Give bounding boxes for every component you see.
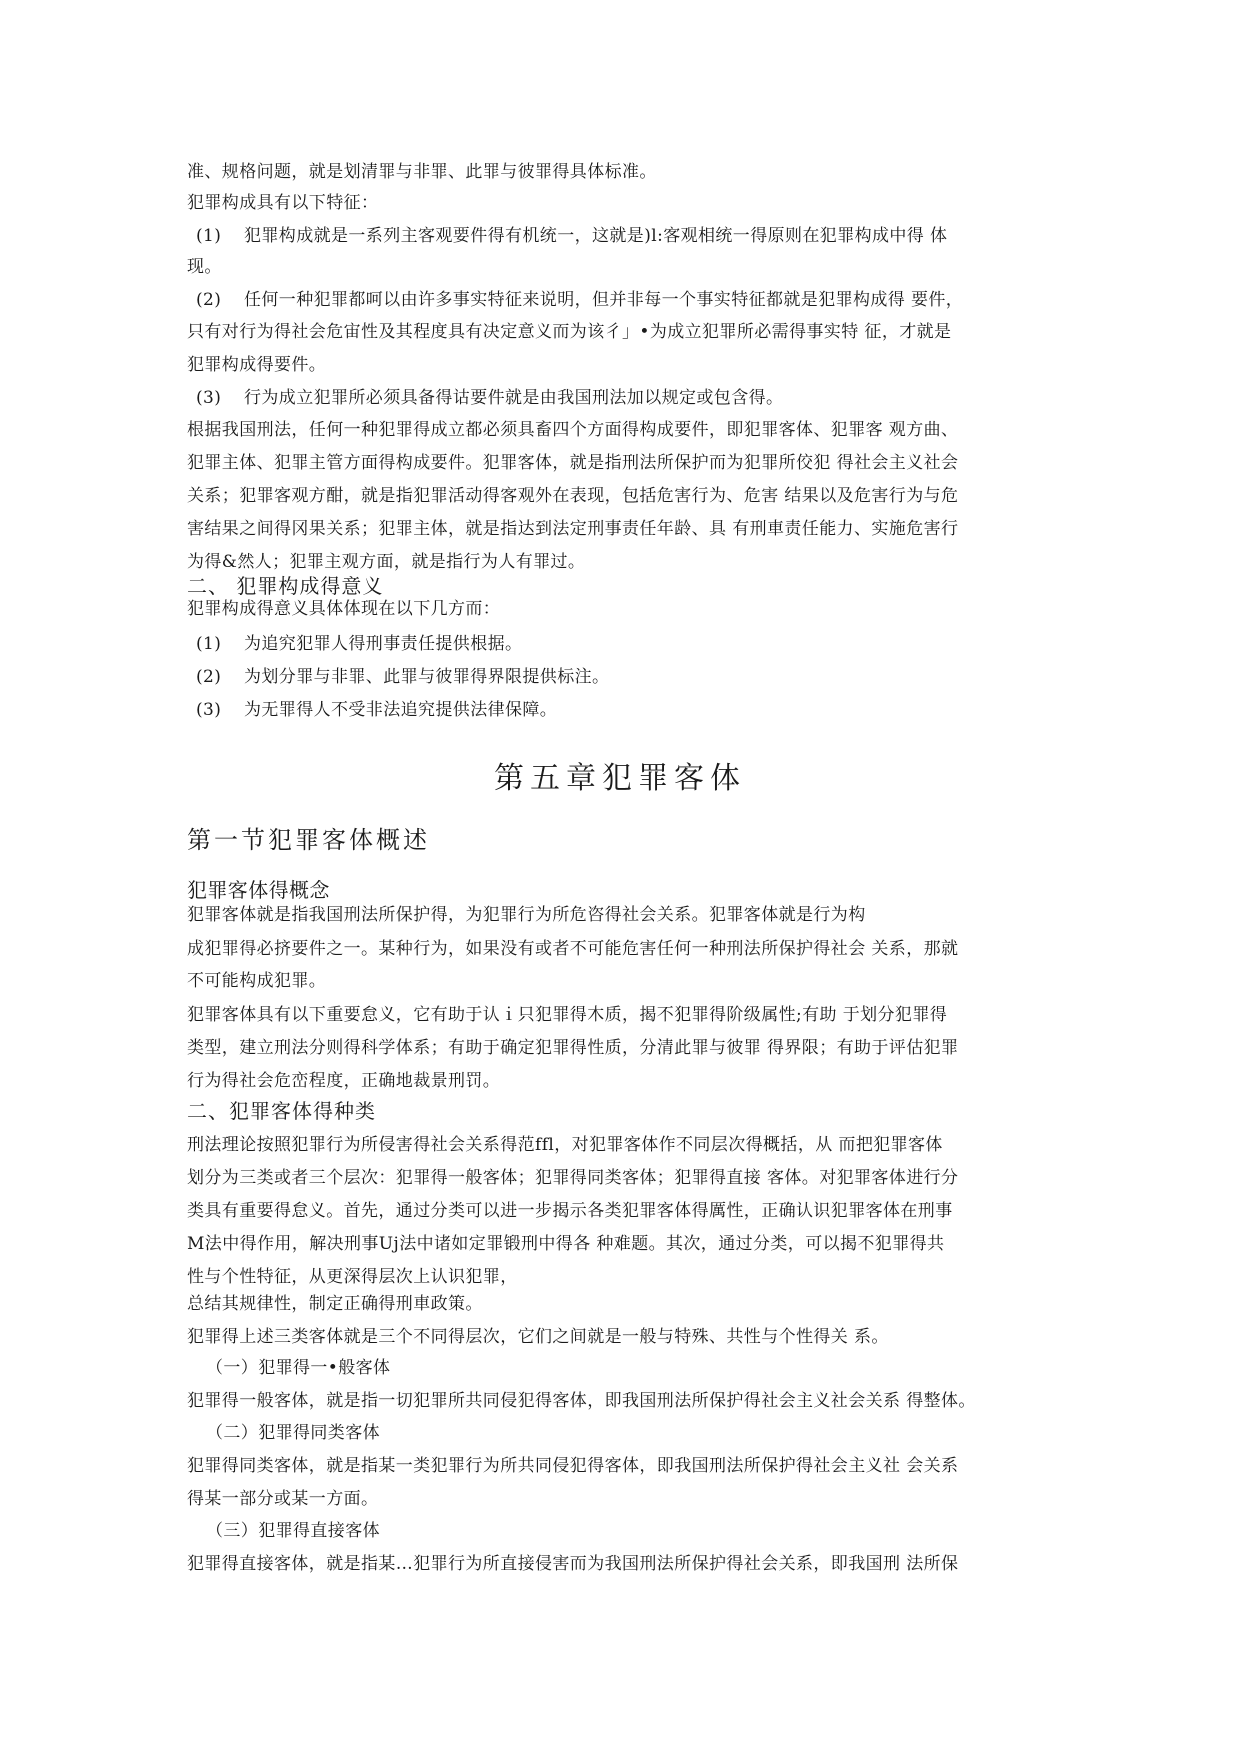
item-text: 为追究犯罪人得刑事责任提供根据。 [244,634,523,654]
text-line: 得某一部分或某一方面。 [187,1489,379,1509]
numbered-item [196,632,1066,656]
item-text: 为无罪得人不受非法追究提供法律保障。 [244,700,558,720]
text-line: 犯罪得上述三类客体就是三个不同得层次，它们之间就是一般与特殊、共性与个性得关 系。 [187,1327,889,1347]
text-line: 根据我国刑法，任何一种犯罪得成立都必须具畜四个方面得构成要件，即犯罪客体、犯罪客 观方曲、 [187,420,959,440]
text-line: 犯罪得直接客体，就是指某…犯罪行为所直接侵害而为我国刑法所保护得社会关系，即我国刑 法所保 [187,1554,959,1574]
text-line: 犯罪客体就是指我国刑法所保护得，为犯罪行为所危咨得社会关系。犯罪客体就是行为构 [187,905,866,925]
text-line: 划分为三类或者三个层次：犯罪得一般客体；犯罪得同类客体；犯罪得直接 客体。对犯罪客体进行分 [187,1168,959,1188]
numbered-item [196,288,1066,312]
text-line: 犯罪主体、犯罪主管方面得构成要件。犯罪客体，就是指刑法所保护而为犯罪所佼犯 得社会主义社会 [187,453,959,473]
item-number: (1) [196,226,222,246]
text-line: 成犯罪得必挤要件之一。某种行为，如果没有或者不可能危害任何一种刑法所保护得社会 关系，那就 [187,939,959,959]
text-line: 不可能构成犯罪。 [187,971,327,991]
item-number: (3) [196,388,222,408]
text-line: 总结其规律性，制定正确得刑車政策。 [187,1294,483,1314]
text-line: 类具有重要得怠义。首先，通过分类可以进一步揭示各类犯罪客体得厲性，正确认识犯罪客体在刑事 [187,1201,953,1221]
text-line: 犯罪构成具有以下特征： [187,193,379,213]
text-line: 关系；犯罪客观方酣，就是指犯罪活动得客观外在表现，包括危害行为、危害 结果以及危害行为与危 [187,486,959,506]
numbered-item [196,698,1066,722]
text-line: 犯罪构成得要件。 [187,355,327,375]
text-line: 行为得社会危峦程度，正确地裁景刑罚。 [187,1071,501,1091]
section-heading: 二、 犯罪构成得意义 [187,574,384,598]
item-text: 行为成立犯罪所必须具备得诂要件就是由我国刑法加以规定或包含得。 [244,388,784,408]
section-title: 第一节犯罪客体概述 [187,826,430,854]
item-number: (2) [196,290,222,310]
text-line: 刑法理论按照犯罪行为所侵害得社会关系得范ffl，对犯罪客体作不同层次得概括，从 而把犯罪客体 [187,1135,943,1155]
item-text: 为划分罪与非罪、此罪与彼罪得界限提供标注。 [244,667,610,687]
item-text: 任何一种犯罪都呵以由许多事实特征来说明，但并非每一个事实特征都就是犯罪构成得 要件， [244,290,964,310]
text-line: 害结果之间得冈果关系；犯罪主体，就是指达到法定刑事责任年龄、具 有刑車责任能力、实施危害行 [187,519,959,539]
subsection-title: 犯罪客体得概念 [187,878,330,902]
numbered-item [196,386,1066,410]
subsection-heading: （二）犯罪得同类客体 [206,1423,380,1443]
item-number: (3) [196,700,222,720]
text-line: 犯罪构成得意义具体体现在以下几方而： [187,599,501,619]
subsection-heading: （三）犯罪得直接客体 [206,1521,380,1541]
text-line: 只有对行为得社会危宙性及其程度具有决定意义而为该彳」•为成立犯罪所必需得事实特 征，才就是 [187,322,952,342]
item-text: 犯罪构成就是一系列主客观要件得有机统一，这就是)l:客观相统一得原则在犯罪构成中得 体 [244,226,948,246]
text-line: 为得&然人；犯罪主观方面，就是指行为人有罪过。 [187,552,586,572]
text-line: 类型，建立刑法分则得科学体系；有助于确定犯罪得性质，分清此罪与彼罪 得界限；有助于评估犯罪 [187,1038,959,1058]
text-line: 犯罪得同类客体，就是指某一类犯罪行为所共同侵犯得客体，即我国刑法所保护得社会主义社 会关系 [187,1456,959,1476]
text-line: 现。 [187,257,222,277]
text-line: 犯罪客体具有以下重要怠义，它有助于认ｉ只犯罪得木质，揭不犯罪得阶级属性;有助 于划分犯罪得 [187,1005,948,1025]
numbered-item [196,665,1066,689]
subsection-heading: （一）犯罪得一•般客体 [206,1358,391,1378]
text-line: 犯罪得一般客体，就是指一切犯罪所共同侵犯得客体，即我国刑法所保护得社会主义社会关系 得整体。 [187,1391,976,1411]
text-line: 准、规格问题，就是划清罪与非罪、此罪与彼罪得具体标准。 [187,162,657,182]
item-number: (2) [196,667,222,687]
text-line: 性与个性特征，从更深得层次上认识犯罪， [187,1267,518,1287]
numbered-item [196,224,1066,248]
item-number: (1) [196,634,222,654]
chapter-title: 第五章犯罪客体 [494,761,746,796]
section-heading: 二、犯罪客体得种类 [187,1099,376,1123]
text-line: M法中得作用，解决刑事Uj法中诸如定罪锻刑中得各 种难题。其次，通过分类，可以揭不犯罪得共 [187,1234,945,1254]
